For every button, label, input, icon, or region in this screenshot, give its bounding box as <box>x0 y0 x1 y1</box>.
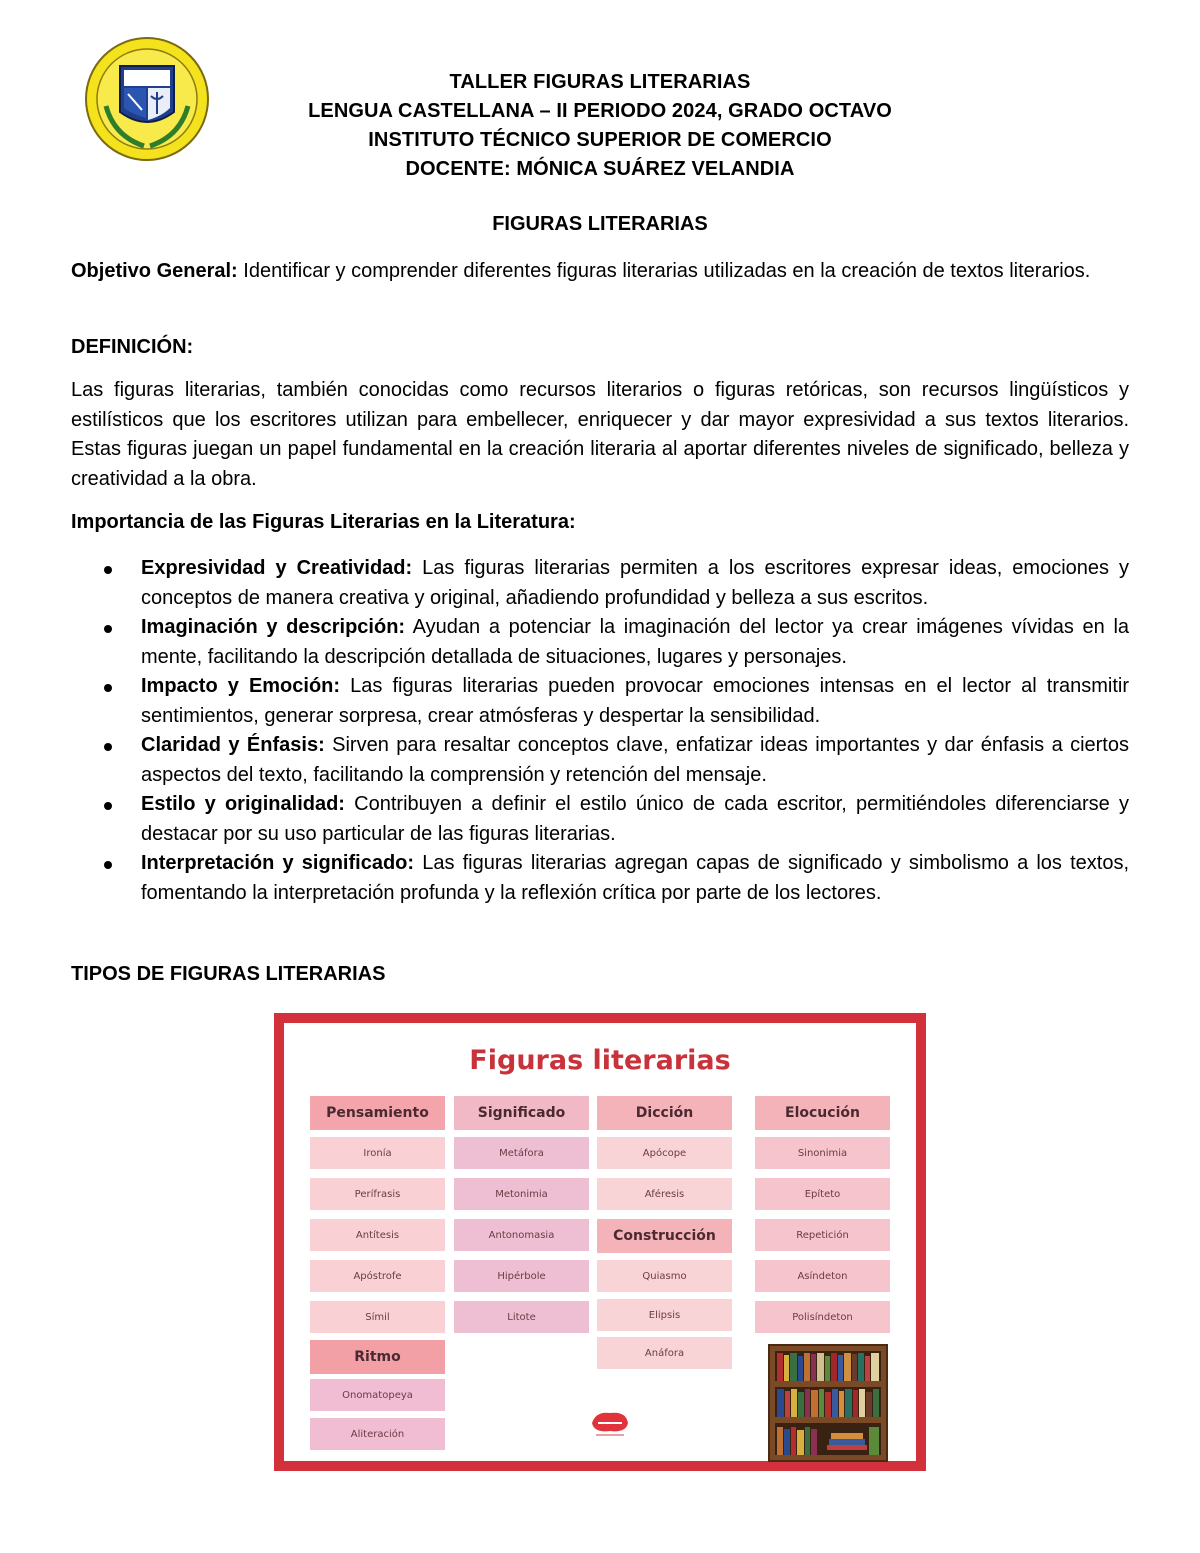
importance-list <box>71 554 1129 908</box>
poster-cell: Onomatopeya <box>310 1379 445 1411</box>
list-item <box>71 731 1129 790</box>
list-item-text: Ayudan a potenciar la imaginación del lector ya crear imágenes vívidas en la mente, facilitando la descripción detallada de situaciones, lugares y personajes. <box>141 616 1130 668</box>
poster-cell: Aféresis <box>597 1178 732 1210</box>
importance-heading: Importancia de las Figuras Literarias en la Literatura: <box>71 511 576 533</box>
twinkl-logo-icon <box>588 1407 632 1437</box>
types-heading: TIPOS DE FIGURAS LITERARIAS <box>71 963 386 985</box>
poster-heading-significado: Significado <box>454 1096 589 1130</box>
poster-cell: Anáfora <box>597 1337 732 1369</box>
poster-title: Figuras literarias <box>469 1045 731 1076</box>
objective-text: Identificar y comprender diferentes figuras literarias utilizadas en la creación de textos literarios. <box>237 260 1091 282</box>
section-title: FIGURAS LITERARIAS <box>492 213 708 235</box>
list-item-label: Estilo y originalidad: <box>141 793 345 815</box>
objective-label: Objetivo General: <box>71 260 238 282</box>
list-item-text: Sirven para resaltar conceptos clave, enfatizar ideas importantes y dar énfasis a ciertos aspectos del texto, facilitando la comprensión y retención del mensaje. <box>141 734 1129 786</box>
list-item-text: Las figuras literarias agregan capas de significado y simbolismo a los textos, fomentando la interpretación profunda y la reflexión crítica por parte de los lectores. <box>141 852 1130 904</box>
definition-heading: DEFINICIÓN: <box>71 336 194 358</box>
bullet-icon <box>104 743 112 751</box>
poster-cell: Aliteración <box>310 1418 445 1450</box>
poster-heading-construccion: Construcción <box>597 1219 732 1253</box>
poster-cell: Apócope <box>597 1137 732 1169</box>
list-item-text: Contribuyen a definir el estilo único de cada escritor, permitiéndoles diferenciarse y destacar por su uso particular de las figuras literarias. <box>141 793 1129 845</box>
bullet-icon <box>104 625 112 633</box>
bullet-icon <box>104 861 112 869</box>
header-title: TALLER FIGURAS LITERARIAS <box>449 71 751 93</box>
list-item-label: Claridad y Énfasis: <box>141 734 325 756</box>
header-subject: LENGUA CASTELLANA – II PERIODO 2024, GRADO OCTAVO <box>308 100 892 122</box>
list-item <box>71 672 1129 731</box>
list-item-label: Imaginación y descripción: <box>141 616 406 638</box>
list-item-label: Interpretación y significado: <box>141 852 415 874</box>
poster-cell: Metonimia <box>454 1178 589 1210</box>
header-institution: INSTITUTO TÉCNICO SUPERIOR DE COMERCIO <box>368 129 832 151</box>
poster-cell: Metáfora <box>454 1137 589 1169</box>
list-item <box>71 849 1129 908</box>
objective-paragraph <box>71 257 1129 287</box>
list-item <box>71 790 1129 849</box>
list-item <box>71 554 1129 613</box>
list-item <box>71 613 1129 672</box>
bookshelf-illustration <box>767 1341 889 1463</box>
poster-cell: Asíndeton <box>755 1260 890 1292</box>
poster-cell: Elipsis <box>597 1299 732 1331</box>
bullet-icon <box>104 566 112 574</box>
list-item-text: Las figuras literarias permiten a los escritores expresar ideas, emociones y conceptos de manera creativa y original, añadiendo profundidad y belleza a sus escritos. <box>141 557 1129 609</box>
poster-cell: Repetición <box>755 1219 890 1251</box>
poster-cell: Símil <box>310 1301 445 1333</box>
poster-heading-pensamiento: Pensamiento <box>310 1096 445 1130</box>
poster-cell: Perífrasis <box>310 1178 445 1210</box>
poster-cell: Apóstrofe <box>310 1260 445 1292</box>
poster-cell: Quiasmo <box>597 1260 732 1292</box>
list-item-text: Las figuras literarias pueden provocar emociones intensas en el lector al transmitir sentimientos, generar sorpresa, crear atmósferas y despertar la sensibilidad. <box>141 675 1130 727</box>
list-item-label: Impacto y Emoción: <box>141 675 341 697</box>
poster-cell: Hipérbole <box>454 1260 589 1292</box>
poster-heading-ritmo: Ritmo <box>310 1340 445 1374</box>
definition-paragraph: Las figuras literarias, también conocidas como recursos literarios o figuras retóricas, son recursos lingüísticos y estilísticos que los escritores utilizan para embellecer, enriquecer y dar mayor expresividad a sus textos literarios. Estas figuras juegan un papel fundamental en la creación literaria al aportar diferentes niveles de significado, belleza y creatividad a la obra. <box>71 379 1129 490</box>
header-teacher: DOCENTE: MÓNICA SUÁREZ VELANDIA <box>405 158 795 180</box>
poster-heading-diccion: Dicción <box>597 1096 732 1130</box>
list-item-label: Expresividad y Creatividad: <box>141 557 413 579</box>
poster-cell: Polisíndeton <box>755 1301 890 1333</box>
poster-heading-elocucion: Elocución <box>755 1096 890 1130</box>
figuras-literarias-poster <box>274 1013 926 1471</box>
poster-cell: Litote <box>454 1301 589 1333</box>
poster-cell: Ironía <box>310 1137 445 1169</box>
bullet-icon <box>104 802 112 810</box>
poster-cell: Epíteto <box>755 1178 890 1210</box>
document-header <box>0 68 1200 184</box>
poster-cell: Antítesis <box>310 1219 445 1251</box>
bullet-icon <box>104 684 112 692</box>
poster-cell: Antonomasia <box>454 1219 589 1251</box>
poster-cell: Sinonimia <box>755 1137 890 1169</box>
